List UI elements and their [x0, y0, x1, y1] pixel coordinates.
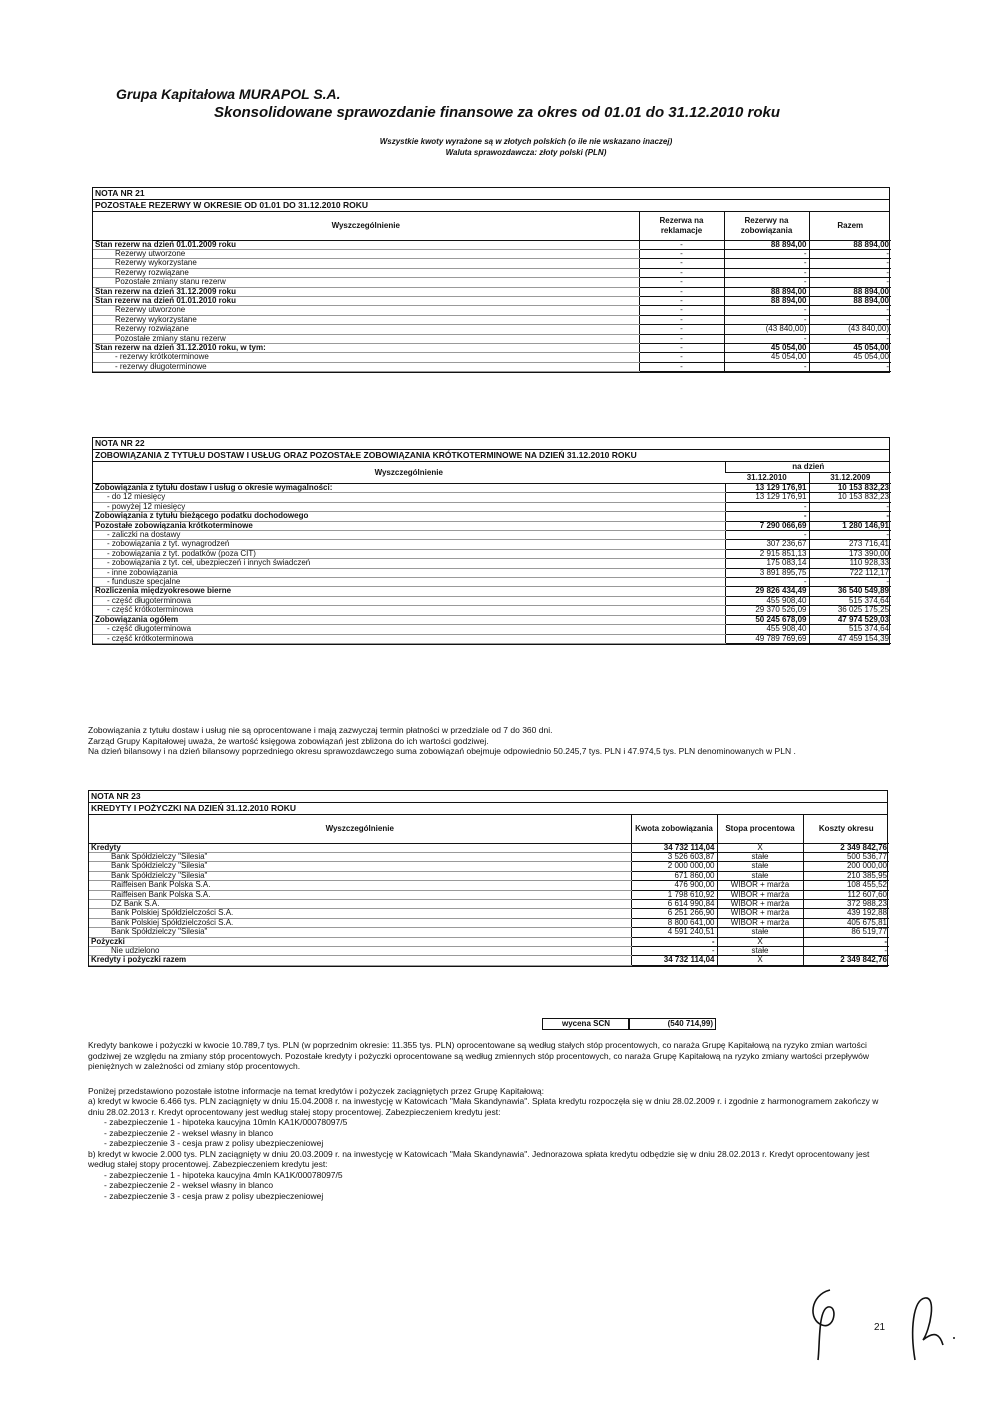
- row-value: -: [639, 296, 724, 305]
- row-value: -: [724, 259, 809, 268]
- row-label: Raiffeisen Bank Polska S.A.: [89, 890, 631, 899]
- row-value: -: [639, 278, 724, 287]
- row-label: - zobowiązania z tyt. wynagrodzeń: [93, 540, 725, 549]
- row-value: -: [724, 306, 809, 315]
- row-value: WIBOR + marża: [717, 918, 803, 927]
- row-value: -: [803, 937, 889, 946]
- row-value: 722 112,17: [809, 568, 891, 577]
- note-credit-b-bullet-2: - zabezpieczenie 2 - weksel własny in blanco: [104, 1180, 274, 1190]
- note-intro: Poniżej przedstawiono pozostałe istotne informacje na temat kredytów i pożyczek zaciągniętych przez Grupę Kapitałową:: [88, 1085, 544, 1096]
- row-value: 6 251 266,90: [631, 909, 717, 918]
- row-label: Pozostałe zmiany stanu rezerw: [93, 278, 639, 287]
- row-value: 200 000,00: [803, 862, 889, 871]
- row-label: - część krótkoterminowa: [93, 606, 725, 615]
- row-value: -: [809, 306, 891, 315]
- row-value: -: [639, 306, 724, 315]
- row-label: Nie udzielono: [89, 946, 631, 955]
- row-label: - fundusze specjalne: [93, 578, 725, 587]
- table-row: [93, 512, 891, 521]
- row-label: Kredyty: [89, 843, 631, 852]
- row-value: WIBOR + marża: [717, 890, 803, 899]
- row-value: -: [803, 946, 889, 955]
- row-label: Kredyty i pożyczki razem: [89, 956, 631, 965]
- row-value: -: [809, 259, 891, 268]
- nota-22-label: NOTA NR 22: [93, 438, 889, 450]
- nota-21-grid: [93, 212, 891, 372]
- table-row: [89, 852, 889, 861]
- row-label: Bank Spółdzielczy "Silesia": [89, 928, 631, 937]
- table-row: [93, 268, 891, 277]
- row-value: 439 192,88: [803, 909, 889, 918]
- row-value: X: [717, 937, 803, 946]
- row-value: stałe: [717, 928, 803, 937]
- row-value: 108 455,52: [803, 881, 889, 890]
- table-row: [93, 521, 891, 530]
- row-value: 88 894,00: [809, 296, 891, 305]
- table-row: [93, 287, 891, 296]
- page-number: 21: [874, 1322, 886, 1333]
- row-value: 3 526 603,87: [631, 852, 717, 861]
- col-kwota: Kwota zobowiązania: [631, 815, 717, 843]
- table-row: [93, 493, 891, 502]
- row-value: -: [639, 249, 724, 258]
- table-row: [93, 634, 891, 643]
- col-description: Wyszczególnienie: [93, 212, 639, 240]
- row-value: 175 083,14: [725, 559, 809, 568]
- nota-22-title: ZOBOWIĄZANIA Z TYTUŁU DOSTAW I USŁUG ORAZ POZOSTAŁE ZOBOWIĄZANIA KRÓTKOTERMINOWE NA DZIEŃ 31.12.2010 ROKU: [93, 450, 889, 462]
- row-label: Bank Spółdzielczy "Silesia": [89, 862, 631, 871]
- nota-21-table: [92, 187, 890, 373]
- note-interest-rates: Kredyty bankowe i pożyczki w kwocie 10.789,7 tys. PLN (w poprzednim okresie: 11.355 tys. PLN) oprocentowane są według stałych stóp procentowych, co naraża Grupę Kapitałową na ryzyko zmian wartości godziwej ze względu na zmiany stóp procentowych. Pozostałe kredyty i pożyczki oprocentowane są według zmiennych stóp procentowych, co naraża Grupę Kapitałową na ryzyko zmiany wartości przepływów pieniężnych w zależności od zmiany stóp procentowych.: [88, 1040, 869, 1071]
- row-value: 88 894,00: [809, 287, 891, 296]
- note-credit-a-bullet-3: - zabezpieczenie 3 - cesja praw z polisy ubezpieczeniowej: [104, 1138, 324, 1148]
- row-value: -: [724, 362, 809, 371]
- row-value: -: [631, 946, 717, 955]
- row-value: 45 054,00: [724, 343, 809, 352]
- row-value: 88 894,00: [809, 240, 891, 249]
- row-value: 88 894,00: [724, 240, 809, 249]
- col-reklamacje: Rezerwa na reklamacje: [639, 212, 724, 240]
- note-credit-b-bullet-1: - zabezpieczenie 1 - hipoteka kaucyjna 4mln KA1K/00078097/5: [104, 1169, 343, 1180]
- note-fair-value: Zarząd Grupy Kapitałowej uważa, że wartość księgowa zobowiązań jest zbliżona do ich wartości godziwej.: [88, 735, 489, 746]
- row-value: -: [809, 531, 891, 540]
- row-value: -: [631, 937, 717, 946]
- row-label: Bank Polskiej Spółdzielczości S.A.: [89, 909, 631, 918]
- table-row: [93, 259, 891, 268]
- table-row: [93, 362, 891, 371]
- table-row: [89, 918, 889, 927]
- wycena-scn-value: (540 714,99): [628, 1018, 716, 1030]
- row-value: 8 800 641,00: [631, 918, 717, 927]
- row-value: 34 732 114,04: [631, 956, 717, 965]
- row-value: -: [724, 315, 809, 324]
- row-value: -: [725, 502, 809, 511]
- col-koszty: Koszty okresu: [803, 815, 889, 843]
- row-value: 88 894,00: [724, 287, 809, 296]
- row-label: Stan rezerw na dzień 31.12.2009 roku: [93, 287, 639, 296]
- table-row: [93, 587, 891, 596]
- row-value: -: [809, 315, 891, 324]
- row-label: Bank Polskiej Spółdzielczości S.A.: [89, 918, 631, 927]
- row-value: 10 153 832,23: [809, 493, 891, 502]
- row-value: WIBOR + marża: [717, 881, 803, 890]
- row-value: -: [809, 502, 891, 511]
- currency-notes: [0, 136, 992, 158]
- row-value: 372 988,23: [803, 899, 889, 908]
- row-value: 2 000 000,00: [631, 862, 717, 871]
- row-value: -: [639, 240, 724, 249]
- signature-mark-1: [800, 1285, 850, 1365]
- table-row: [89, 909, 889, 918]
- table-row: [93, 296, 891, 305]
- nota-21-title: POZOSTAŁE REZERWY W OKRESIE OD 01.01 DO 31.12.2010 ROKU: [93, 200, 889, 212]
- row-value: 173 390,00: [809, 549, 891, 558]
- row-value: 6 614 990,84: [631, 899, 717, 908]
- table-row: [93, 549, 891, 558]
- row-value: X: [717, 956, 803, 965]
- table-row: [89, 946, 889, 955]
- nota-23-label: NOTA NR 23: [89, 791, 887, 803]
- currency-note: Waluta sprawozdawcza: złoty polski (PLN): [445, 148, 607, 157]
- row-value: 36 540 549,89: [809, 587, 891, 596]
- nota-23-table: [88, 790, 888, 967]
- row-label: Rezerwy utworzone: [93, 306, 639, 315]
- row-value: 45 054,00: [724, 353, 809, 362]
- nota-21-label: NOTA NR 21: [93, 188, 889, 200]
- row-value: 1 280 146,91: [809, 521, 891, 530]
- row-value: stałe: [717, 862, 803, 871]
- row-value: -: [639, 343, 724, 352]
- row-label: Rezerwy rozwiązane: [93, 268, 639, 277]
- row-value: 45 054,00: [809, 343, 891, 352]
- row-label: - rezerwy krótkoterminowe: [93, 353, 639, 362]
- table-row: [93, 596, 891, 605]
- row-value: -: [724, 334, 809, 343]
- table-row: [93, 568, 891, 577]
- row-value: -: [809, 362, 891, 371]
- row-label: Stan rezerw na dzień 01.01.2010 roku: [93, 296, 639, 305]
- row-label: Rezerwy rozwiązane: [93, 325, 639, 334]
- table-row: [89, 862, 889, 871]
- row-label: Rezerwy wykorzystane: [93, 315, 639, 324]
- row-value: -: [809, 268, 891, 277]
- table-row: [89, 843, 889, 852]
- row-value: 455 908,40: [725, 596, 809, 605]
- row-value: -: [725, 578, 809, 587]
- col-description: Wyszczególnienie: [89, 815, 631, 843]
- col-group-na-dzien: na dzień: [725, 462, 891, 473]
- row-label: - zobowiązania z tyt. podatków (poza CIT): [93, 549, 725, 558]
- row-value: -: [809, 578, 891, 587]
- report-title: Skonsolidowane sprawozdanie finansowe za okres od 01.01 do 31.12.2010 roku: [214, 104, 781, 121]
- row-value: -: [639, 315, 724, 324]
- row-value: -: [639, 259, 724, 268]
- note-credit-b-bullet-3: - zabezpieczenie 3 - cesja praw z polisy ubezpieczeniowej: [104, 1190, 324, 1201]
- row-value: 86 519,77: [803, 928, 889, 937]
- row-value: 273 716,41: [809, 540, 891, 549]
- table-row: [93, 278, 891, 287]
- note-credit-a: a) kredyt w kwocie 6.466 tys. PLN zaciągnięty w dniu 15.04.2008 r. na inwestycję w Katowicach "Mała Skandynawia". Spłata kredytu rozpoczęła się w dniu 28.02.2009 r. i zgodnie z harmonogramem zakończy w dniu 28.02.2013 r. Kredyt oprocentowany jest według stałej stopy procentowej. Zabezpieczeniem kredytu jest:: [88, 1096, 879, 1117]
- row-value: -: [639, 287, 724, 296]
- row-label: Bank Spółdzielczy "Silesia": [89, 852, 631, 861]
- row-value: WIBOR + marża: [717, 909, 803, 918]
- signature-mark-2: [895, 1290, 965, 1365]
- row-label: Bank Spółdzielczy "Silesia": [89, 871, 631, 880]
- row-value: -: [639, 268, 724, 277]
- table-row: [93, 531, 891, 540]
- table-row: [93, 343, 891, 352]
- row-value: 50 245 678,09: [725, 615, 809, 624]
- row-value: WIBOR + marża: [717, 899, 803, 908]
- row-value: 3 891 895,75: [725, 568, 809, 577]
- nota-23-title: KREDYTY I POŻYCZKI NA DZIEŃ 31.12.2010 ROKU: [89, 803, 887, 815]
- col-razem: Razem: [809, 212, 891, 240]
- row-label: Pozostałe zmiany stanu rezerw: [93, 334, 639, 343]
- row-label: Rozliczenia międzyokresowe bierne: [93, 587, 725, 596]
- row-value: -: [639, 353, 724, 362]
- row-value: 2 915 851,13: [725, 549, 809, 558]
- table-row: [89, 928, 889, 937]
- row-label: - do 12 miesięcy: [93, 493, 725, 502]
- row-value: 1 798 610,92: [631, 890, 717, 899]
- row-value: -: [639, 325, 724, 334]
- table-row: [93, 502, 891, 511]
- row-value: -: [724, 249, 809, 258]
- row-value: X: [717, 843, 803, 852]
- nota-23-grid: [89, 815, 889, 966]
- row-value: 110 928,33: [809, 559, 891, 568]
- row-label: - inne zobowiązania: [93, 568, 725, 577]
- row-value: 500 536,77: [803, 852, 889, 861]
- col-2009: 31.12.2009: [809, 473, 891, 484]
- table-row: [89, 890, 889, 899]
- row-value: 29 826 434,49: [725, 587, 809, 596]
- table-row: [89, 899, 889, 908]
- note-credit-b: b) kredyt w kwocie 2.000 tys. PLN zaciągnięty w dniu 20.03.2009 r. na inwestycję w Katowicach "Mała Skandynawia". Jednorazowa spłata kredytu odbędzie się w dniu 28.02.2013 r. Kredyt oprocentowany jest według stałej stopy procentowej. Zabezpieczeniem kredytu jest:: [88, 1148, 870, 1169]
- table-row: [93, 240, 891, 249]
- row-value: 47 974 529,03: [809, 615, 891, 624]
- row-value: 34 732 114,04: [631, 843, 717, 852]
- row-value: 405 675,81: [803, 918, 889, 927]
- row-label: Stan rezerw na dzień 31.12.2010 roku, w tym:: [93, 343, 639, 352]
- table-row: [93, 578, 891, 587]
- col-description: Wyszczególnienie: [93, 462, 725, 484]
- nota-22-table: [92, 437, 890, 645]
- row-value: 49 789 769,69: [725, 634, 809, 643]
- col-zobowiazania: Rezerwy na zobowiązania: [724, 212, 809, 240]
- col-2010: 31.12.2010: [725, 473, 809, 484]
- company-name: Grupa Kapitałowa MURAPOL S.A.: [116, 86, 341, 102]
- row-label: Pożyczki: [89, 937, 631, 946]
- row-label: - powyżej 12 miesięcy: [93, 502, 725, 511]
- row-value: 13 129 176,91: [725, 493, 809, 502]
- row-value: -: [725, 512, 809, 521]
- table-row: [93, 615, 891, 624]
- row-value: 671 860,00: [631, 871, 717, 880]
- row-label: Raiffeisen Bank Polska S.A.: [89, 881, 631, 890]
- row-label: Zobowiązania z tytułu dostaw i usług o okresie wymagalności:: [93, 484, 725, 493]
- table-row: [93, 334, 891, 343]
- note-payment-terms: Zobowiązania z tytułu dostaw i usług nie są oprocentowane i mają zazwyczaj termin płatności w przedziale od 7 do 360 dni.: [88, 725, 553, 735]
- nota-23-notes: [88, 1040, 888, 1201]
- row-label: Rezerwy wykorzystane: [93, 259, 639, 268]
- row-value: 88 894,00: [724, 296, 809, 305]
- nota-22-grid: [93, 462, 891, 644]
- row-value: 112 607,60: [803, 890, 889, 899]
- row-value: stałe: [717, 946, 803, 955]
- table-row: [93, 249, 891, 258]
- row-value: 4 591 240,51: [631, 928, 717, 937]
- table-row: [93, 606, 891, 615]
- nota-22-notes: [88, 725, 888, 757]
- row-label: - część krótkoterminowa: [93, 634, 725, 643]
- col-stopa: Stopa procentowa: [717, 815, 803, 843]
- row-label: - część długoterminowa: [93, 596, 725, 605]
- row-value: -: [725, 531, 809, 540]
- row-label: Zobowiązania z tytułu bieżącego podatku dochodowego: [93, 512, 725, 521]
- row-label: Pozostałe zobowiązania krótkoterminowe: [93, 521, 725, 530]
- row-value: 455 908,40: [725, 625, 809, 634]
- row-value: -: [809, 278, 891, 287]
- row-value: 515 374,64: [809, 625, 891, 634]
- note-denomination: Na dzień bilansowy i na dzień bilansowy poprzedniego okresu sprawozdawczego suma zobowiązań obejmuje odpowiednio 50.245,7 tys. PLN i 47.974,5 tys. PLN denominowanych w PLN .: [88, 746, 796, 756]
- table-row: [89, 881, 889, 890]
- row-value: 2 349 842,76: [803, 956, 889, 965]
- row-value: 7 290 066,69: [725, 521, 809, 530]
- row-value: 29 370 526,09: [725, 606, 809, 615]
- table-row: [93, 559, 891, 568]
- row-value: 2 349 842,76: [803, 843, 889, 852]
- note-credit-a-bullet-1: - zabezpieczenie 1 - hipoteka kaucyjna 10mln KA1K/00078097/5: [104, 1117, 348, 1127]
- row-value: (43 840,00): [809, 325, 891, 334]
- table-row: [93, 306, 891, 315]
- table-row: [93, 484, 891, 493]
- row-label: - rezerwy długoterminowe: [93, 362, 639, 371]
- row-value: 13 129 176,91: [725, 484, 809, 493]
- row-value: -: [724, 278, 809, 287]
- wycena-scn-label: wycena SCN: [542, 1018, 630, 1030]
- row-value: 10 153 832,23: [809, 484, 891, 493]
- row-value: 210 385,95: [803, 871, 889, 880]
- row-value: -: [809, 249, 891, 258]
- row-value: -: [639, 334, 724, 343]
- table-row: [93, 540, 891, 549]
- row-label: - część długoterminowa: [93, 625, 725, 634]
- row-value: -: [724, 268, 809, 277]
- table-row: [93, 325, 891, 334]
- row-label: - zobowiązania z tyt. ceł, ubezpieczeń i innych świadczeń: [93, 559, 725, 568]
- row-value: 36 025 175,25: [809, 606, 891, 615]
- table-row: [93, 625, 891, 634]
- row-label: Zobowiązania ogółem: [93, 615, 725, 624]
- table-row: [89, 956, 889, 965]
- note-credit-a-bullet-2: - zabezpieczenie 2 - weksel własny in blanco: [104, 1127, 274, 1138]
- row-value: 307 236,67: [725, 540, 809, 549]
- row-label: - zaliczki na dostawy: [93, 531, 725, 540]
- row-value: -: [639, 362, 724, 371]
- table-row: [89, 871, 889, 880]
- row-label: Rezerwy utworzone: [93, 249, 639, 258]
- row-label: DZ Bank S.A.: [89, 899, 631, 908]
- amounts-note: Wszystkie kwoty wyrażone są w złotych polskich (o ile nie wskazano inaczej): [379, 137, 673, 146]
- row-value: -: [809, 512, 891, 521]
- row-value: stałe: [717, 852, 803, 861]
- row-value: (43 840,00): [724, 325, 809, 334]
- table-row: [93, 315, 891, 324]
- row-value: -: [809, 334, 891, 343]
- table-row: [93, 353, 891, 362]
- row-value: stałe: [717, 871, 803, 880]
- row-value: 515 374,64: [809, 596, 891, 605]
- row-value: 476 900,00: [631, 881, 717, 890]
- table-row: [89, 937, 889, 946]
- row-label: Stan rezerw na dzień 01.01.2009 roku: [93, 240, 639, 249]
- row-value: 47 459 154,39: [809, 634, 891, 643]
- row-value: 45 054,00: [809, 353, 891, 362]
